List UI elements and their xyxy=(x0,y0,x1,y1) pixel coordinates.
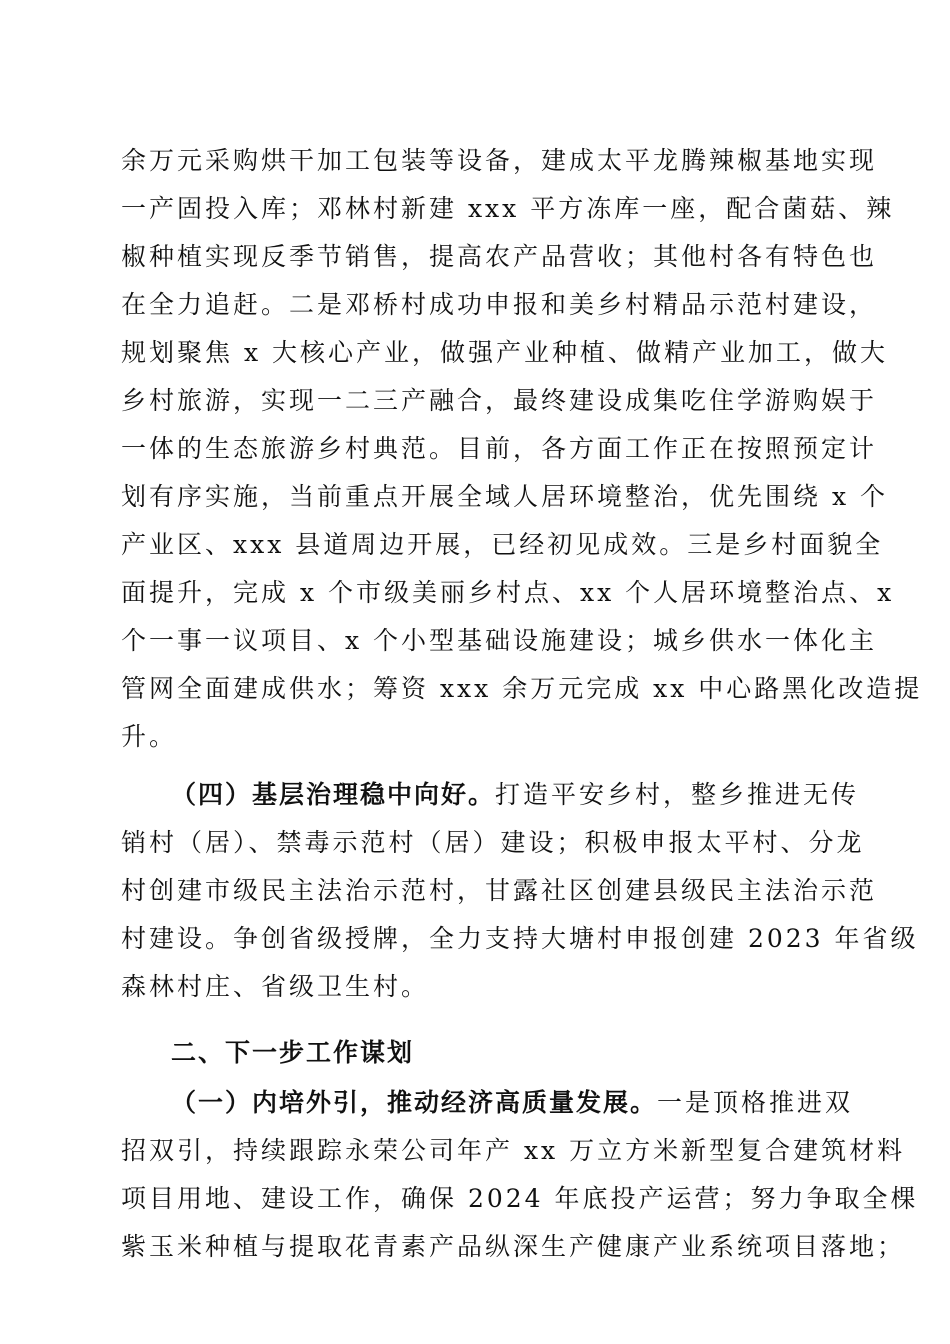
text-line: 产业区、xxx 县道周边开展，已经初见成效。三是乡村面貌全 xyxy=(121,530,884,559)
text-line: 个一事一议项目、x 个小型基础设施建设；城乡供水一体化主 xyxy=(121,626,878,655)
text-line: 管网全面建成供水；筹资 xxx 余万元完成 xx 中心路黑化改造提 xyxy=(121,674,923,703)
document-body xyxy=(121,137,923,1271)
text-run: 打造平安乡村，整乡推进无传 xyxy=(495,780,860,809)
text-run: 一是顶格推进双 xyxy=(657,1088,854,1117)
text-line: 划有序实施，当前重点开展全域人居环境整治，优先围绕 x 个 xyxy=(121,482,888,511)
paragraph-economic-development xyxy=(121,1079,919,1271)
section-heading: 二、下一步工作谋划 xyxy=(171,1038,415,1067)
text-line: 椒种植实现反季节销售，提高农产品营收；其他村各有特色也 xyxy=(121,242,878,271)
text-line: 销村（居）、禁毒示范村（居）建设；积极申报太平村、分龙 xyxy=(121,828,865,857)
section-lead-heading: （一）内培外引，推动经济高质量发展。 xyxy=(171,1088,658,1117)
text-line: 一产固投入库；邓林村新建 xxx 平方冻库一座，配合菌菇、辣 xyxy=(121,194,895,223)
text-line: 招双引，持续跟踪永荣公司年产 xx 万立方米新型复合建筑材料 xyxy=(121,1136,906,1165)
paragraph-grassroots-governance xyxy=(121,771,919,1011)
text-line: 森林村庄、省级卫生村。 xyxy=(121,972,430,1001)
text-line: 一体的生态旅游乡村典范。目前，各方面工作正在按照预定计 xyxy=(121,434,878,463)
text-line: 项目用地、建设工作，确保 2024 年底投产运营；努力争取全棵 xyxy=(121,1184,919,1213)
text-line: 乡村旅游，实现一二三产融合，最终建设成集吃住学游购娱于 xyxy=(121,386,878,415)
text-line: 村建设。争创省级授牌，全力支持大塘村申报创建 2023 年省级 xyxy=(121,924,919,953)
text-line xyxy=(121,1079,854,1127)
text-line: 规划聚焦 x 大核心产业，做强产业种植、做精产业加工，做大 xyxy=(121,338,888,367)
text-line: 紫玉米种植与提取花青素产品纵深生产健康产业系统项目落地； xyxy=(121,1232,906,1261)
text-line: 面提升，完成 x 个市级美丽乡村点、xx 个人居环境整治点、x xyxy=(121,578,895,607)
section-lead-heading: （四）基层治理稳中向好。 xyxy=(171,780,496,809)
text-line: 升。 xyxy=(121,722,178,751)
text-line: 村创建市级民主法治示范村，甘露社区创建县级民主法治示范 xyxy=(121,876,878,905)
paragraph-rural-development xyxy=(121,137,923,761)
text-line xyxy=(121,771,860,819)
text-line: 余万元采购烘干加工包装等设备，建成太平龙腾辣椒基地实现 xyxy=(121,146,878,175)
text-line: 在全力追赶。二是邓桥村成功申报和美乡村精品示范村建设， xyxy=(121,290,878,319)
